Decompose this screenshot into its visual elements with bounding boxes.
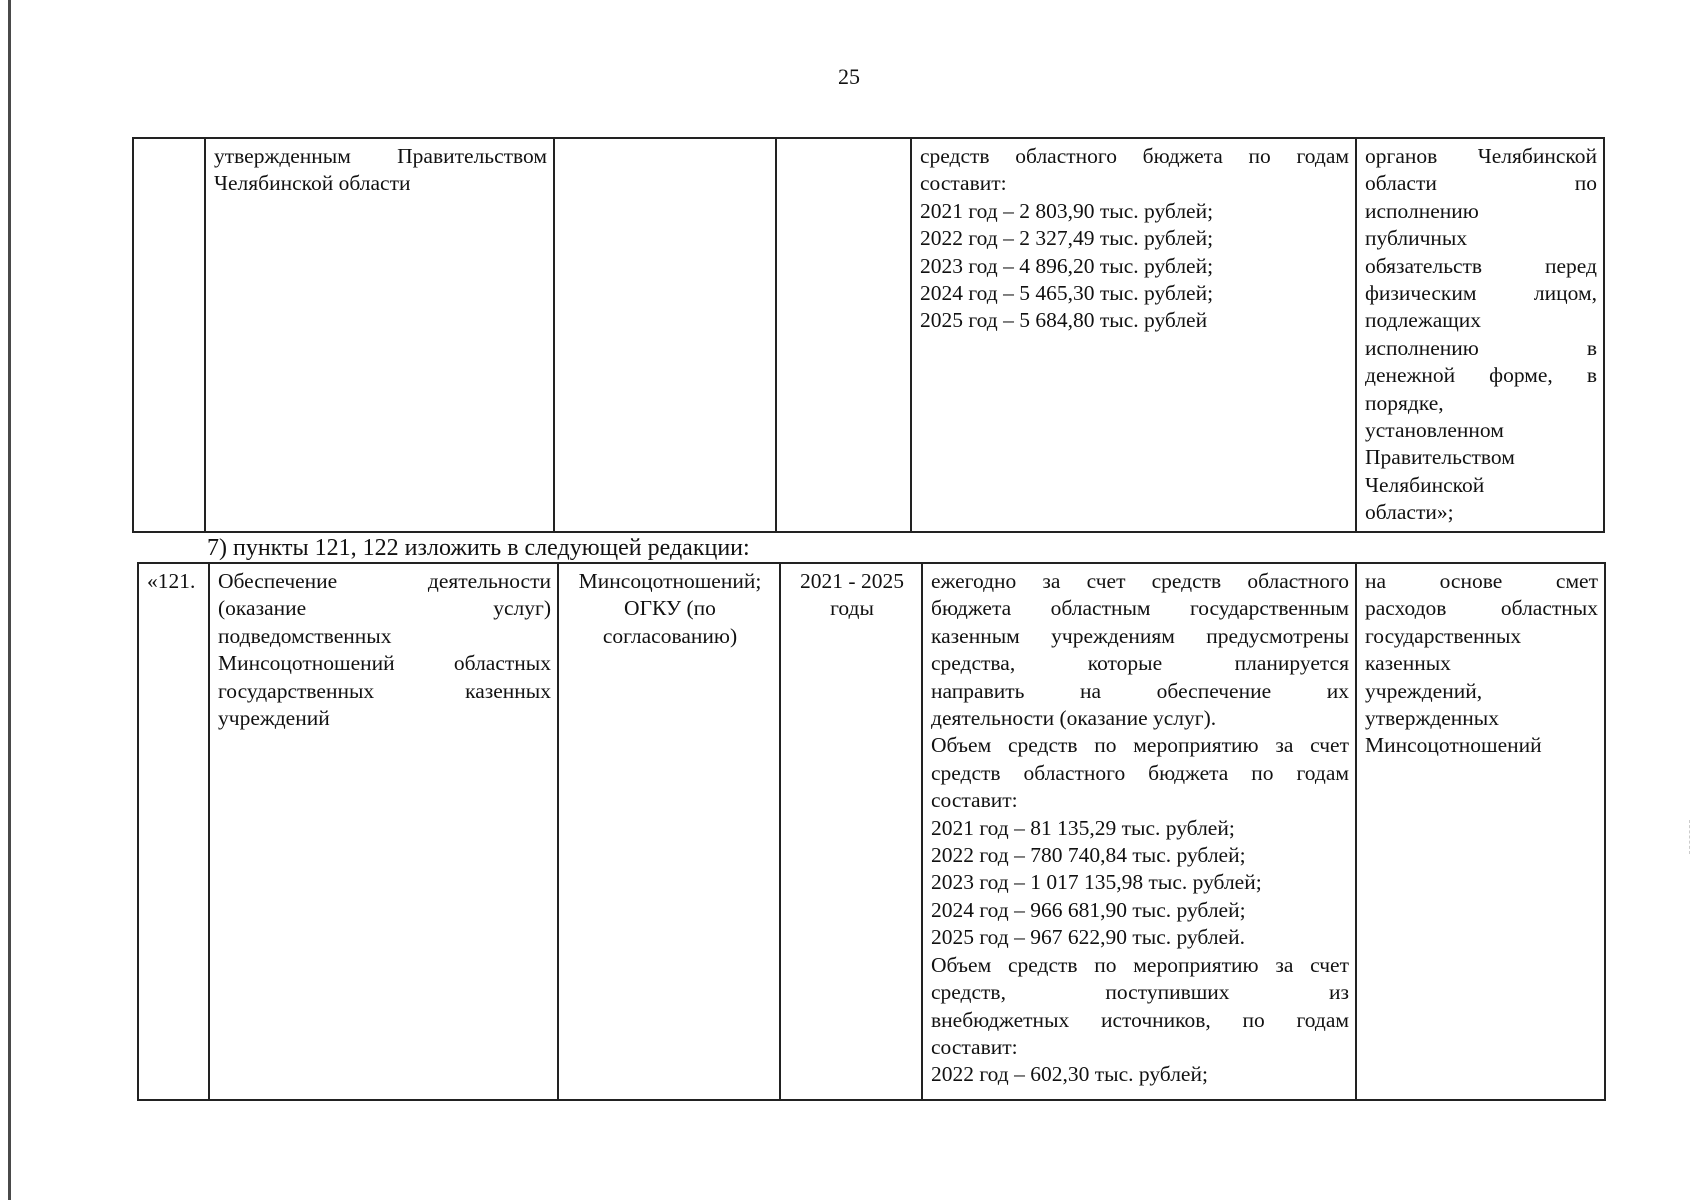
text-line: 2022 год – 2 327,49 тыс. рублей; (920, 226, 1214, 251)
text-line: 2025 год – 967 622,90 тыс. рублей. (931, 925, 1245, 950)
page-number: 25 (838, 64, 860, 89)
cell-number (138, 563, 209, 1100)
text-line: порядке, (1365, 390, 1444, 415)
table-item-121 (137, 562, 1606, 1101)
cell-name (205, 138, 554, 532)
text-line: утвержденным Правительством (214, 144, 547, 168)
text-line: учреждений (218, 706, 330, 731)
text-line: Минсоцотношений; (578, 569, 762, 593)
text-line: Объем средств по мероприятию за счет (931, 733, 1349, 758)
cell-executor (554, 138, 776, 532)
table-row (133, 138, 1604, 532)
item-number: «121. (147, 569, 196, 593)
text-line: 2023 год – 1 017 135,98 тыс. рублей; (931, 870, 1262, 895)
cell-period (780, 563, 922, 1100)
text-line: установленном (1365, 418, 1504, 443)
text-line: казенных (1365, 651, 1451, 676)
text-line: средств областного бюджета по годам (920, 144, 1349, 168)
text-line: обязательств перед (1365, 253, 1597, 278)
text-line: составит: (931, 1034, 1018, 1059)
text-line: физическим лицом, (1365, 281, 1597, 306)
text-line: исполнению (1365, 198, 1479, 223)
cell-period (776, 138, 911, 532)
text-line: 2022 год – 602,30 тыс. рублей; (931, 1062, 1208, 1087)
text-line: деятельности (оказание услуг). (931, 706, 1217, 731)
text-line: 2021 - 2025 (800, 569, 904, 593)
text-line: 2023 год – 4 896,20 тыс. рублей; (920, 253, 1214, 278)
text-line: области»; (1365, 500, 1454, 525)
text-line: подведомственных (218, 623, 392, 648)
cell-basis (1356, 138, 1604, 532)
text-line: органов Челябинской (1365, 144, 1597, 168)
cell-financing (922, 563, 1356, 1100)
text-line: денежной форме, в (1365, 363, 1597, 388)
table-row (138, 563, 1605, 1100)
text-line: публичных (1365, 226, 1468, 251)
text-line: (оказание услуг) (218, 596, 551, 621)
cell-executor (558, 563, 780, 1100)
text-line: Правительством (1365, 445, 1515, 470)
text-line: Минсоцотношений (1365, 733, 1542, 758)
text-line: средств, поступивших из (931, 980, 1349, 1005)
text-line: области по (1365, 171, 1597, 196)
text-line: годы (830, 596, 874, 621)
text-line: государственных казенных (218, 678, 551, 703)
text-line: Челябинской (1365, 472, 1485, 497)
text-line: средства, которые планируется (931, 651, 1349, 676)
text-line: подлежащих (1365, 308, 1482, 333)
text-line: составит: (931, 788, 1018, 813)
text-line: 2021 год – 2 803,90 тыс. рублей; (920, 198, 1214, 223)
text-line: 2021 год – 81 135,29 тыс. рублей; (931, 815, 1235, 840)
text-line: расходов областных (1365, 596, 1598, 621)
text-line: 2024 год – 5 465,30 тыс. рублей; (920, 281, 1214, 306)
text-line: исполнению в (1365, 335, 1597, 360)
scan-artifact (1689, 820, 1696, 854)
text-line: 2024 год – 966 681,90 тыс. рублей; (931, 897, 1246, 922)
text-line: 2025 год – 5 684,80 тыс. рублей (920, 308, 1208, 333)
text-line: согласованию) (602, 623, 738, 648)
cell-basis (1356, 563, 1605, 1100)
text-line: ежегодно за счет средств областного (931, 569, 1349, 593)
amendment-heading: 7) пункты 121, 122 изложить в следующей редакции: (207, 535, 750, 561)
text-line: Обеспечение деятельности (218, 569, 551, 593)
text-line: учреждений, (1365, 678, 1483, 703)
text-line: направить на обеспечение их (931, 678, 1349, 703)
cell-name (209, 563, 558, 1100)
cell-number (133, 138, 205, 532)
text-line: казенным учреждениям предусмотрены (931, 623, 1349, 648)
text-line: внебюджетных источников, по годам (931, 1007, 1349, 1032)
text-line: государственных (1365, 623, 1522, 648)
cell-financing (911, 138, 1356, 532)
text-line: ОГКУ (по (624, 596, 716, 621)
text-line: средств областного бюджета по годам (931, 760, 1349, 785)
text-line: составит: (920, 171, 1007, 196)
text-line: бюджета областным государственным (931, 596, 1349, 621)
text-line: Объем средств по мероприятию за счет (931, 952, 1349, 977)
text-line: 2022 год – 780 740,84 тыс. рублей; (931, 843, 1246, 868)
text-line: утвержденных (1365, 706, 1500, 731)
text-line: Челябинской области (214, 171, 411, 196)
text-line: Минсоцотношений областных (218, 651, 551, 676)
text-line: на основе смет (1365, 569, 1598, 593)
page-edge-bar (8, 0, 11, 1200)
table-continuation (132, 137, 1605, 533)
